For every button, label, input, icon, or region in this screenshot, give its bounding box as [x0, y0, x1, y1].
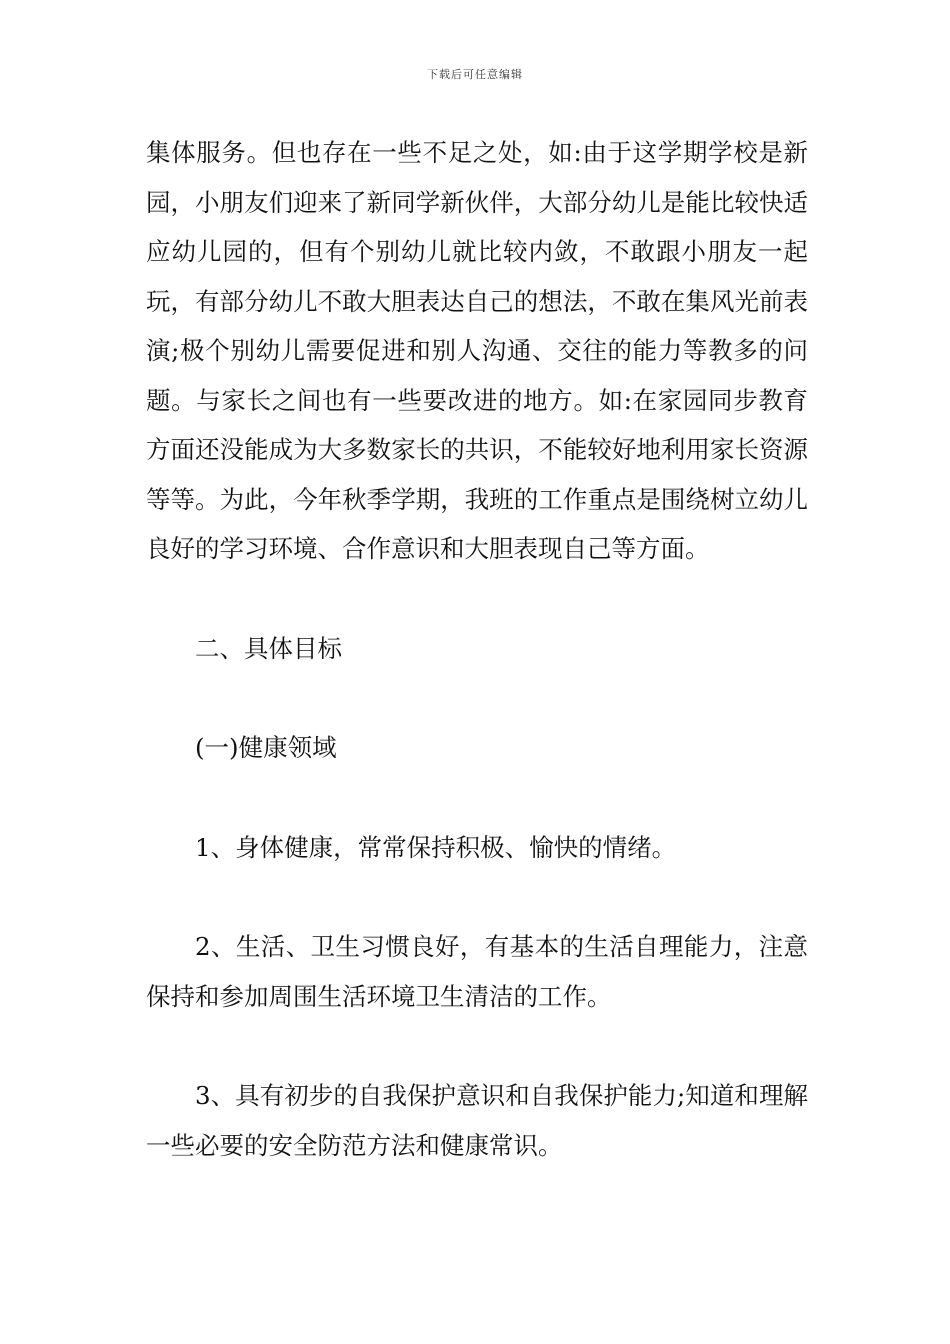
- page-header: 下载后可任意编辑: [427, 68, 523, 81]
- paragraph-spacer: [146, 773, 808, 823]
- paragraph-spacer: [146, 1021, 808, 1071]
- goal-item-3: 3、具有初步的自我保护意识和自我保护能力;知道和理解一些必要的安全防范方法和健康常识。: [146, 1081, 808, 1160]
- section-heading-goals: 二、具体目标: [195, 633, 342, 663]
- subsection-heading-health: (一)健康领域: [195, 733, 337, 762]
- goal-item-2: 2、生活、卫生习惯良好，有基本的生活自理能力，注意保持和参加周围生活环境卫生清洁的工作。: [146, 932, 808, 1011]
- paragraph-summary: 集体服务。但也存在一些不足之处，如:由于这学期学校是新园，小朋友们迎来了新同学新伙伴，大部分幼儿是能比较快适应幼儿园的，但有个别幼儿就比较内敛，不敢跟小朋友一起玩，有部分幼儿不敢大胆表达自己的想法，不敢在集风光前表演;极个别幼儿需要促进和别人沟通、交往的能力等教多的问题。与家长之间也有一些要改进的地方。如:在家园同步教育方面还没能成为大多数家长的共识，不能较好地利用家长资源等等。为此，今年秋季学期，我班的工作重点是围绕树立幼儿良好的学习环境、合作意识和大胆表现自己等方面。: [146, 138, 808, 563]
- document-body: [146, 128, 808, 1170]
- paragraph-spacer: [146, 872, 808, 922]
- goal-item-1: 1、身体健康，常常保持积极、愉快的情绪。: [195, 832, 677, 862]
- paragraph-spacer: [146, 574, 808, 624]
- paragraph-spacer: [146, 673, 808, 723]
